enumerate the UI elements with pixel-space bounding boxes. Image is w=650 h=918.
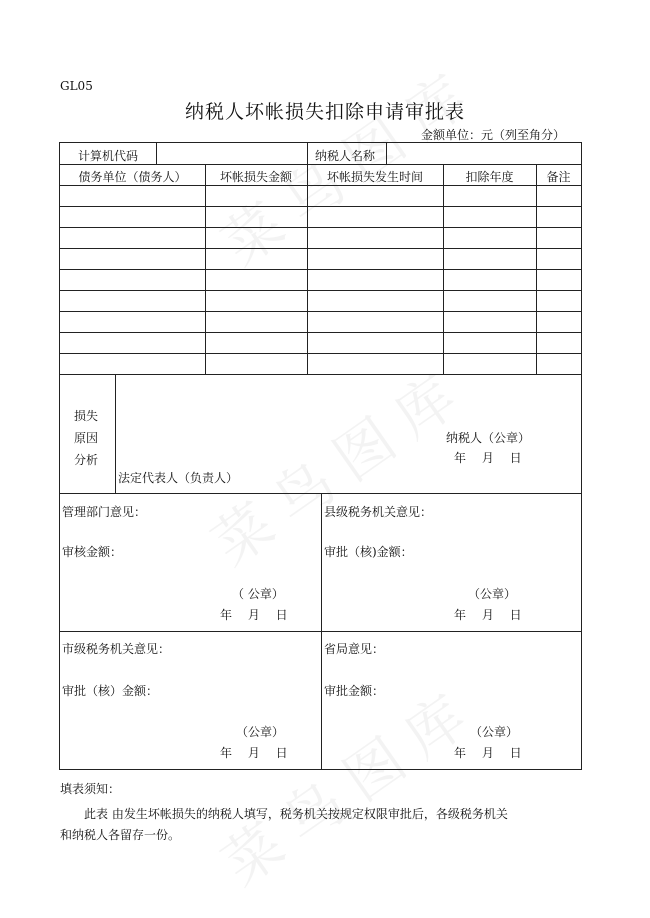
county-date: 年 月 日 [454, 608, 522, 622]
legal-rep-label: 法定代表人（负责人） [118, 471, 239, 485]
reason-label-line-3: 分析 [74, 453, 99, 467]
mgmt-date: 年 月 日 [220, 608, 288, 622]
instructions-line-1: 此表 由发生坏帐损失的纳税人填写，税务机关按规定权限审批后，各级税务机关 [84, 807, 508, 821]
city-seal: （公章） [236, 725, 285, 739]
unit-note: 金额单位：元（列至角分） [421, 128, 566, 142]
column-header-amount: 坏帐损失金额 [219, 170, 292, 184]
province-date: 年 月 日 [454, 746, 522, 760]
column-header-debtor: 债务单位（债务人） [78, 170, 187, 184]
city-date: 年 月 日 [220, 746, 288, 760]
page-title: 纳税人坏帐损失扣除申请审批表 [184, 101, 465, 123]
column-header-time: 坏帐损失发生时间 [326, 170, 423, 184]
application-form [59, 142, 582, 770]
form-code: GL05 [60, 79, 93, 93]
county-opinion-title: 县级税务机关意见： [324, 505, 433, 519]
mgmt-amount-label: 审核金额： [62, 545, 123, 559]
instructions-line-2: 和纳税人各留存一份。 [60, 828, 181, 842]
taxpayer-name-label: 纳税人名称 [315, 149, 376, 163]
county-amount-label: 审批（核)金额： [324, 545, 413, 559]
reason-label-line-1: 损失 [74, 409, 99, 423]
reason-label-line-2: 原因 [74, 431, 99, 445]
mgmt-seal: （ 公章） [232, 587, 284, 601]
province-opinion-title: 省局意见： [324, 642, 385, 656]
city-amount-label: 审批（核）金额： [62, 684, 159, 698]
taxpayer-date: 年 月 日 [454, 451, 522, 465]
mgmt-opinion-title: 管理部门意见： [62, 505, 147, 519]
instructions-title: 填表须知： [60, 782, 121, 796]
computer-code-label: 计算机代码 [78, 149, 139, 163]
province-amount-label: 审批金额： [324, 684, 385, 698]
taxpayer-seal: 纳税人（公章） [446, 431, 531, 445]
county-seal: （公章） [468, 587, 517, 601]
column-header-remarks: 备注 [546, 170, 571, 184]
city-opinion-title: 市级税务机关意见： [62, 642, 171, 656]
column-header-year: 扣除年度 [465, 170, 514, 184]
province-seal: （公章） [470, 725, 519, 739]
